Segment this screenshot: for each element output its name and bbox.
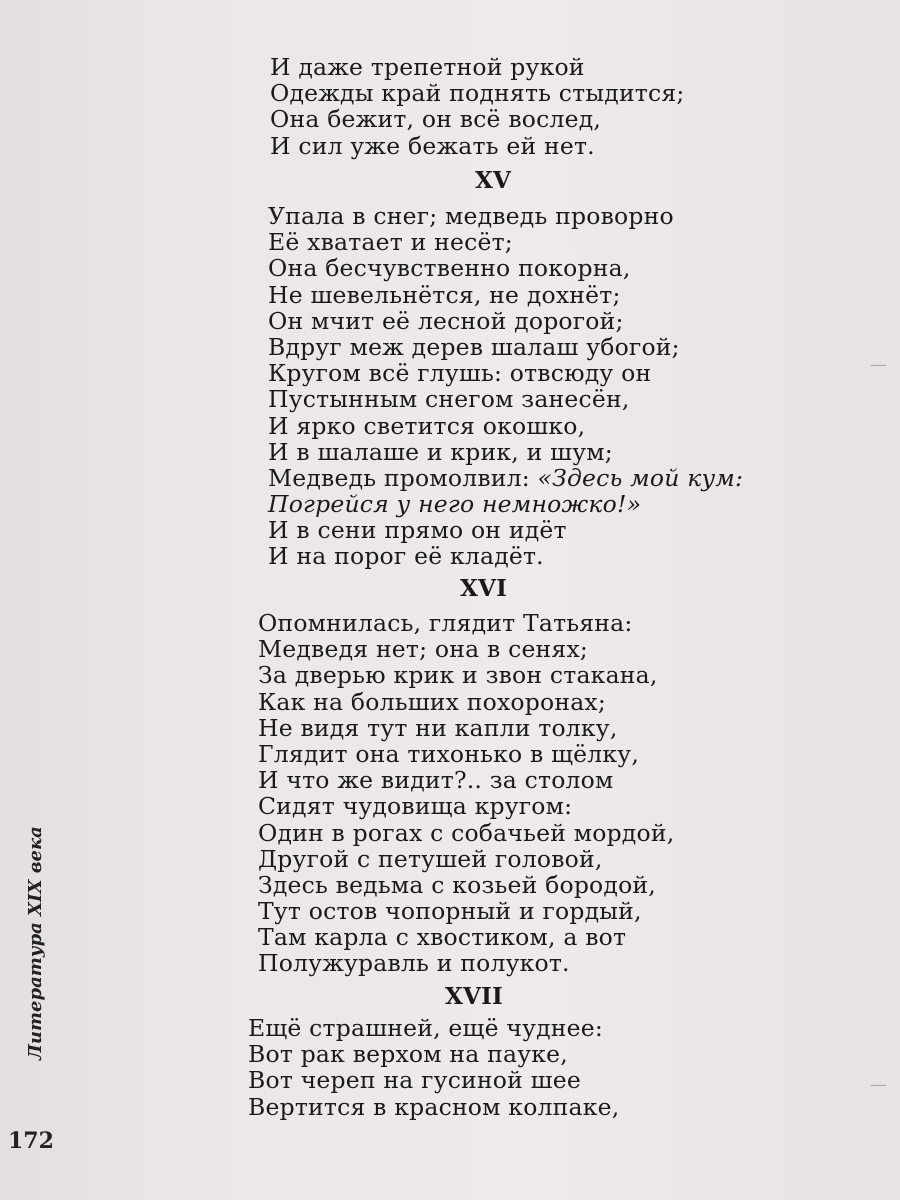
bleed-through-mark: — bbox=[870, 355, 887, 375]
verse-line: Одежды край поднять стыдится; bbox=[270, 79, 685, 108]
bear-speech: «Здесь мой кум: bbox=[537, 463, 744, 492]
verse-line: Медведя нет; она в сенях; bbox=[258, 635, 589, 664]
verse-line: И в шалаше и крик, и шум; bbox=[268, 437, 613, 466]
verse-line bbox=[268, 465, 743, 491]
verse-line: И в сени прямо он идёт bbox=[268, 516, 567, 545]
verse-line: Её хватает и несёт; bbox=[268, 228, 513, 257]
verse-line: Опомнилась, глядит Татьяна: bbox=[258, 609, 633, 637]
verse-line: Она бежит, он всё вослед, bbox=[270, 105, 602, 134]
verse-line: Вот череп на гусиной шее bbox=[248, 1066, 581, 1095]
verse-line: Она бесчувственно покорна, bbox=[268, 254, 631, 283]
verse-line: Вертится в красном колпаке, bbox=[248, 1092, 620, 1121]
running-head: Литература XIX века bbox=[25, 826, 46, 1060]
verse-line: Тут остов чопорный и гордый, bbox=[258, 897, 642, 926]
stanza-xiv-end bbox=[270, 54, 685, 159]
verse-line: Там карла с хвостиком, а вот bbox=[258, 923, 627, 952]
verse-line: Как на больших похоронах; bbox=[258, 687, 606, 716]
verse-line: И сил уже бежать ей нет. bbox=[270, 131, 595, 160]
verse-line: Вот рак верхом на пауке, bbox=[248, 1040, 568, 1069]
verse-line: Он мчит её лесной дорогой; bbox=[268, 306, 624, 335]
verse-line: Другой с петушей головой, bbox=[258, 844, 603, 873]
stanza-number-xvi: XVI bbox=[460, 575, 508, 602]
verse-line: Не видя тут ни капли толку, bbox=[258, 713, 618, 742]
speech-intro: Медведь промолвил: bbox=[268, 463, 538, 492]
verse-line: Вдруг меж дерев шалаш убогой; bbox=[268, 332, 680, 361]
stanza-xv bbox=[268, 203, 743, 570]
verse-line: Пустынным снегом занесён, bbox=[268, 385, 630, 414]
verse-line: Ещё страшней, ещё чуднее: bbox=[248, 1014, 603, 1042]
stanza-number-xvii: XVII bbox=[445, 983, 504, 1010]
verse-line: Один в рогах с собачьей мордой, bbox=[258, 818, 675, 847]
bleed-through-mark: — bbox=[870, 1075, 887, 1095]
stanza-xvi bbox=[258, 610, 674, 977]
verse-line: И что же видит?.. за столом bbox=[258, 766, 614, 795]
verse-line: И даже трепетной рукой bbox=[270, 53, 585, 81]
verse-line: Погрейся у него немножко!» bbox=[268, 490, 642, 519]
verse-line: Здесь ведьма с козьей бородой, bbox=[258, 870, 656, 899]
verse-line: Глядит она тихонько в щёлку, bbox=[258, 739, 640, 768]
verse-line: Сидят чудовища кругом: bbox=[258, 792, 573, 821]
verse-line: За дверью крик и звон стакана, bbox=[258, 661, 658, 690]
verse-line: Упала в снег; медведь проворно bbox=[268, 202, 674, 230]
stanza-number-xv: XV bbox=[475, 167, 512, 194]
page-number: 172 bbox=[8, 1128, 54, 1154]
stanza-xvii bbox=[248, 1015, 619, 1120]
verse-line: Полужуравль и полукот. bbox=[258, 949, 570, 978]
verse-line: И ярко светится окошко, bbox=[268, 411, 586, 440]
verse-line: И на порог её кладёт. bbox=[268, 542, 544, 571]
verse-line: Кругом всё глушь: отвсюду он bbox=[268, 359, 652, 388]
verse-line: Не шевельнётся, не дохнёт; bbox=[268, 280, 621, 309]
